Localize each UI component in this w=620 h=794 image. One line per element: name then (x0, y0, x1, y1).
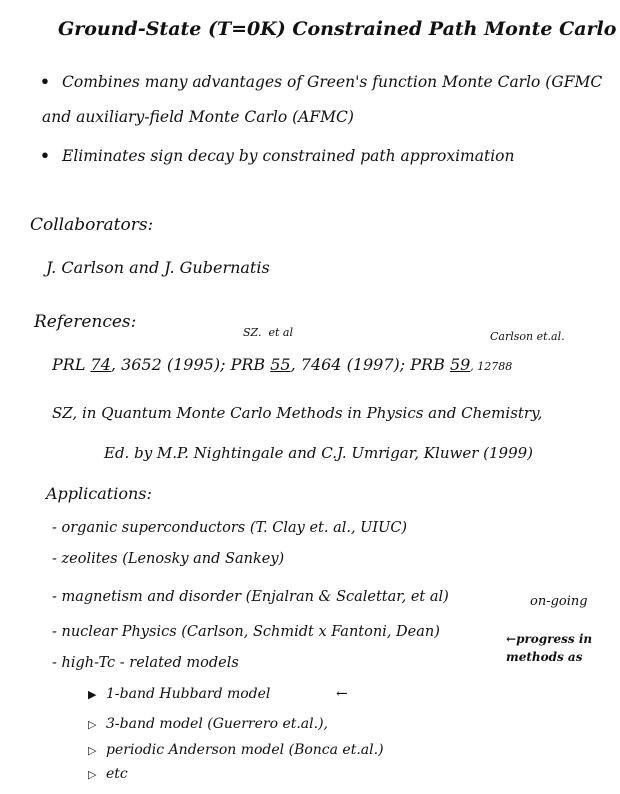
ref-prb-1-volume: 55 (270, 355, 291, 374)
ref-prb-1-rest: , 7464 (1997); (290, 355, 406, 374)
left-arrow-icon: ← (506, 632, 517, 646)
sub-item-text: periodic Anderson model (Bonca et.al.) (106, 742, 384, 758)
annotation-progress (506, 630, 592, 666)
annotation-progress-line1: progress in (516, 632, 593, 646)
annotation-carlson: Carlson et.al. (490, 330, 565, 343)
bullet-1-text: Combines many advantages of Green's function Monte Carlo (GFMC (62, 73, 603, 91)
ref-prb-2-volume: 59 (449, 355, 471, 374)
reference-3: Ed. by M.P. Nightingale and C.J. Umrigar, Kluwer (1999) (104, 444, 534, 462)
sub-item-text: etc (106, 766, 128, 782)
bullet-1-continuation: and auxiliary-field Monte Carlo (AFMC) (42, 108, 354, 126)
sub-item (88, 716, 328, 732)
application-item: - zeolites (Lenosky and Sankey) (52, 551, 285, 567)
sub-item (88, 742, 384, 758)
application-item: - high-Tc - related models (52, 655, 239, 671)
triangle-bullet-icon: ▷ (88, 744, 97, 757)
bullet-dot-icon: • (40, 146, 50, 165)
annotation-on-going: on-going (530, 594, 588, 609)
ref-prl: PRL (52, 355, 86, 374)
sub-item-text: 1-band Hubbard model (106, 686, 271, 702)
collaborators-names: J. Carlson and J. Gubernatis (46, 258, 270, 277)
reference-2: SZ, in Quantum Monte Carlo Methods in Physics and Chemistry, (52, 404, 543, 422)
bullet-1 (40, 72, 602, 91)
sub-item (88, 686, 348, 702)
bullet-2 (40, 146, 515, 165)
annotation-progress-line2: methods as (506, 650, 583, 664)
application-item: - nuclear Physics (Carlson, Schmidt x Fantoni, Dean) (52, 624, 440, 640)
bullet-2-text: Eliminates sign decay by constrained path approximation (62, 147, 515, 165)
ref-prb-2: PRB (410, 355, 445, 374)
triangle-bullet-icon: ▷ (88, 718, 97, 731)
collaborators-heading: Collaborators: (30, 215, 154, 235)
page-title: Ground-State (T=0K) Constrained Path Monte Carlo (58, 18, 617, 40)
sub-item (88, 766, 128, 782)
annotation-et-al: et al (268, 326, 293, 339)
reference-1 (52, 355, 512, 374)
ref-prb-1: PRB (230, 355, 266, 374)
triangle-bullet-icon: ▷ (88, 768, 97, 781)
ref-prb-2-rest: , 12788 (470, 360, 513, 373)
bullet-dot-icon: • (40, 72, 50, 91)
sub-item-text: 3-band model (Guerrero et.al.), (106, 716, 328, 732)
annotation-sz: SZ. (243, 326, 262, 339)
application-item: - organic superconductors (T. Clay et. al., UIUC) (52, 520, 408, 536)
references-heading: References: (34, 312, 137, 332)
triangle-bullet-icon: ▶ (88, 688, 97, 701)
ref-prl-volume: 74 (90, 355, 111, 374)
applications-heading: Applications: (46, 484, 152, 503)
ref-prl-rest: , 3652 (1995); (110, 355, 226, 374)
left-arrow-icon: ← (336, 686, 348, 702)
annotation-sz-et-al (243, 326, 293, 339)
application-item: - magnetism and disorder (Enjalran & Scalettar, et al) (52, 589, 449, 605)
